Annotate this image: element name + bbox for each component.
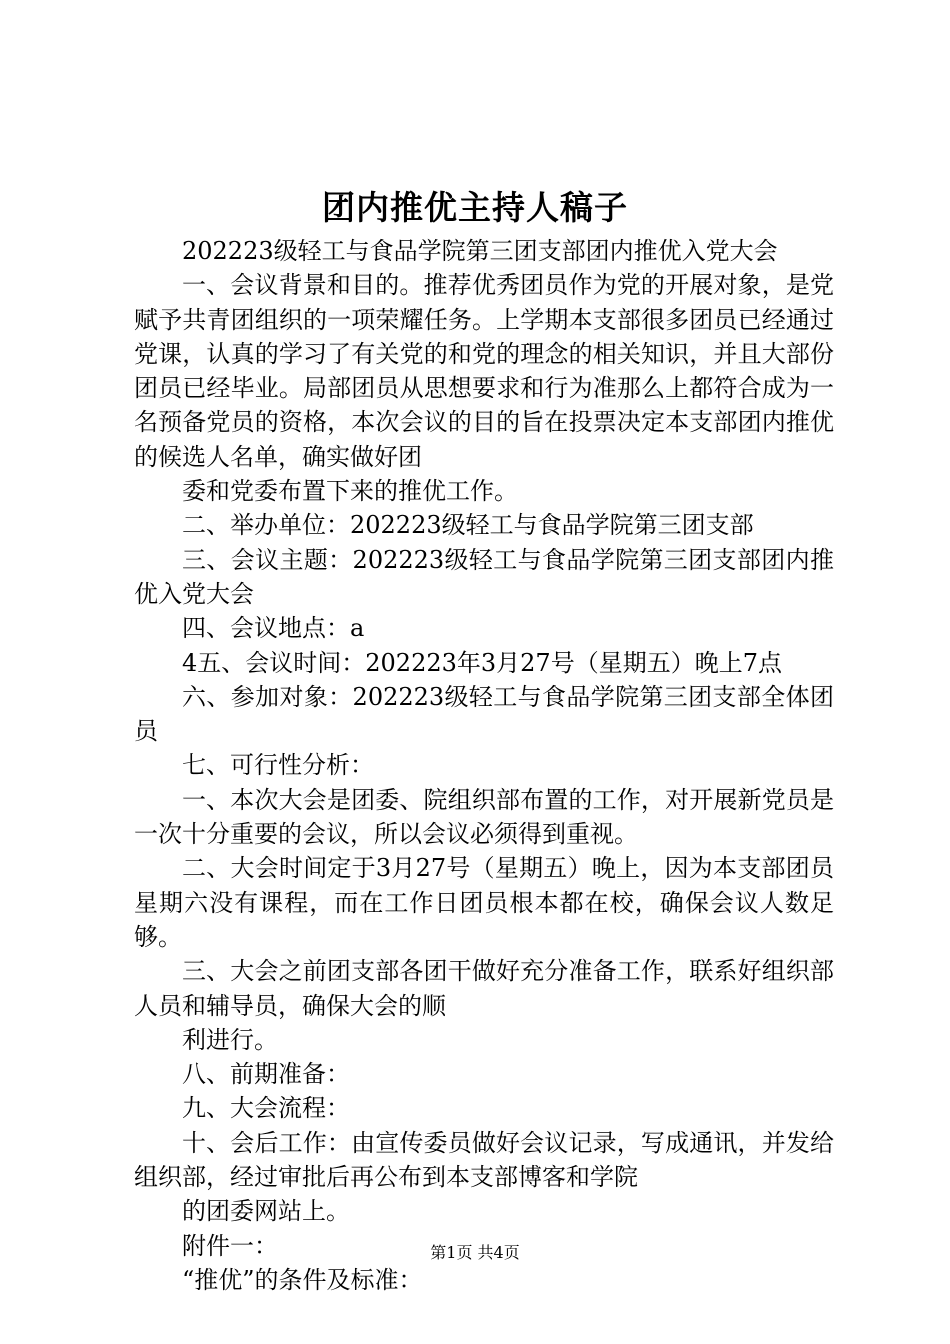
paragraph-participants: 六、参加对象：202223级轻工与食品学院第三团支部全体团员 bbox=[134, 682, 834, 746]
paragraph-location: 四、会议地点：a bbox=[182, 614, 365, 643]
paragraph-process: 九、大会流程： bbox=[182, 1094, 350, 1123]
paragraph-background-continued: 委和党委布置下来的推优工作。 bbox=[182, 477, 518, 506]
paragraph-meeting-name: 202223级轻工与食品学院第三团支部团内推优入党大会 bbox=[182, 237, 778, 265]
document-title: 团内推优主持人稿子 bbox=[322, 188, 628, 227]
paragraph-feasibility-3: 三、大会之前团支部各团干做好充分准备工作，联系好组织部人员和辅导员，确保大会的顺 bbox=[134, 957, 834, 1020]
paragraph-theme: 三、会议主题：202223级轻工与食品学院第三团支部团内推优入党大会 bbox=[134, 545, 834, 608]
paragraph-criteria: “推优”的条件及标准： bbox=[182, 1265, 423, 1294]
paragraph-preparation: 八、前期准备： bbox=[182, 1060, 350, 1089]
document-body bbox=[134, 234, 834, 1297]
paragraph-time: 4五、会议时间：202223年3月27号（星期五）晚上7点 bbox=[182, 648, 782, 677]
paragraph-feasibility-2: 二、大会时间定于3月27号（星期五）晚上，因为本支部团员星期六没有课程，而在工作日团员根本都在校，确保会议人数足够。 bbox=[134, 854, 834, 951]
paragraph-followup-continued: 的团委网站上。 bbox=[182, 1197, 350, 1226]
paragraph-background: 一、会议背景和目的。推荐优秀团员作为党的开展对象，是党赋予共青团组织的一项荣耀任务。上学期本支部很多团员已经通过党课，认真的学习了有关党的和党的理念的相关知识，并且大部份团员已经毕业。局部团员从思想要求和行为准那么上都符合成为一名预备党员的资格，本次会议的目的旨在投票决定本支部团内推优的候选人名单，确实做好团 bbox=[134, 271, 834, 471]
paragraph-feasibility-3-continued: 利进行。 bbox=[182, 1025, 278, 1054]
page-number-footer: 第1页 共4页 bbox=[430, 1243, 520, 1262]
paragraph-attachment: 附件一： bbox=[182, 1231, 278, 1260]
paragraph-followup: 十、会后工作：由宣传委员做好会议记录，写成通讯，并发给组织部，经过审批后再公布到本支部博客和学院 bbox=[134, 1128, 834, 1192]
paragraph-feasibility-1: 一、本次大会是团委、院组织部布置的工作，对开展新党员是一次十分重要的会议，所以会议必须得到重视。 bbox=[134, 785, 834, 849]
paragraph-feasibility-heading: 七、可行性分析： bbox=[182, 751, 374, 780]
paragraph-organizer: 二、举办单位：202223级轻工与食品学院第三团支部 bbox=[182, 511, 754, 540]
